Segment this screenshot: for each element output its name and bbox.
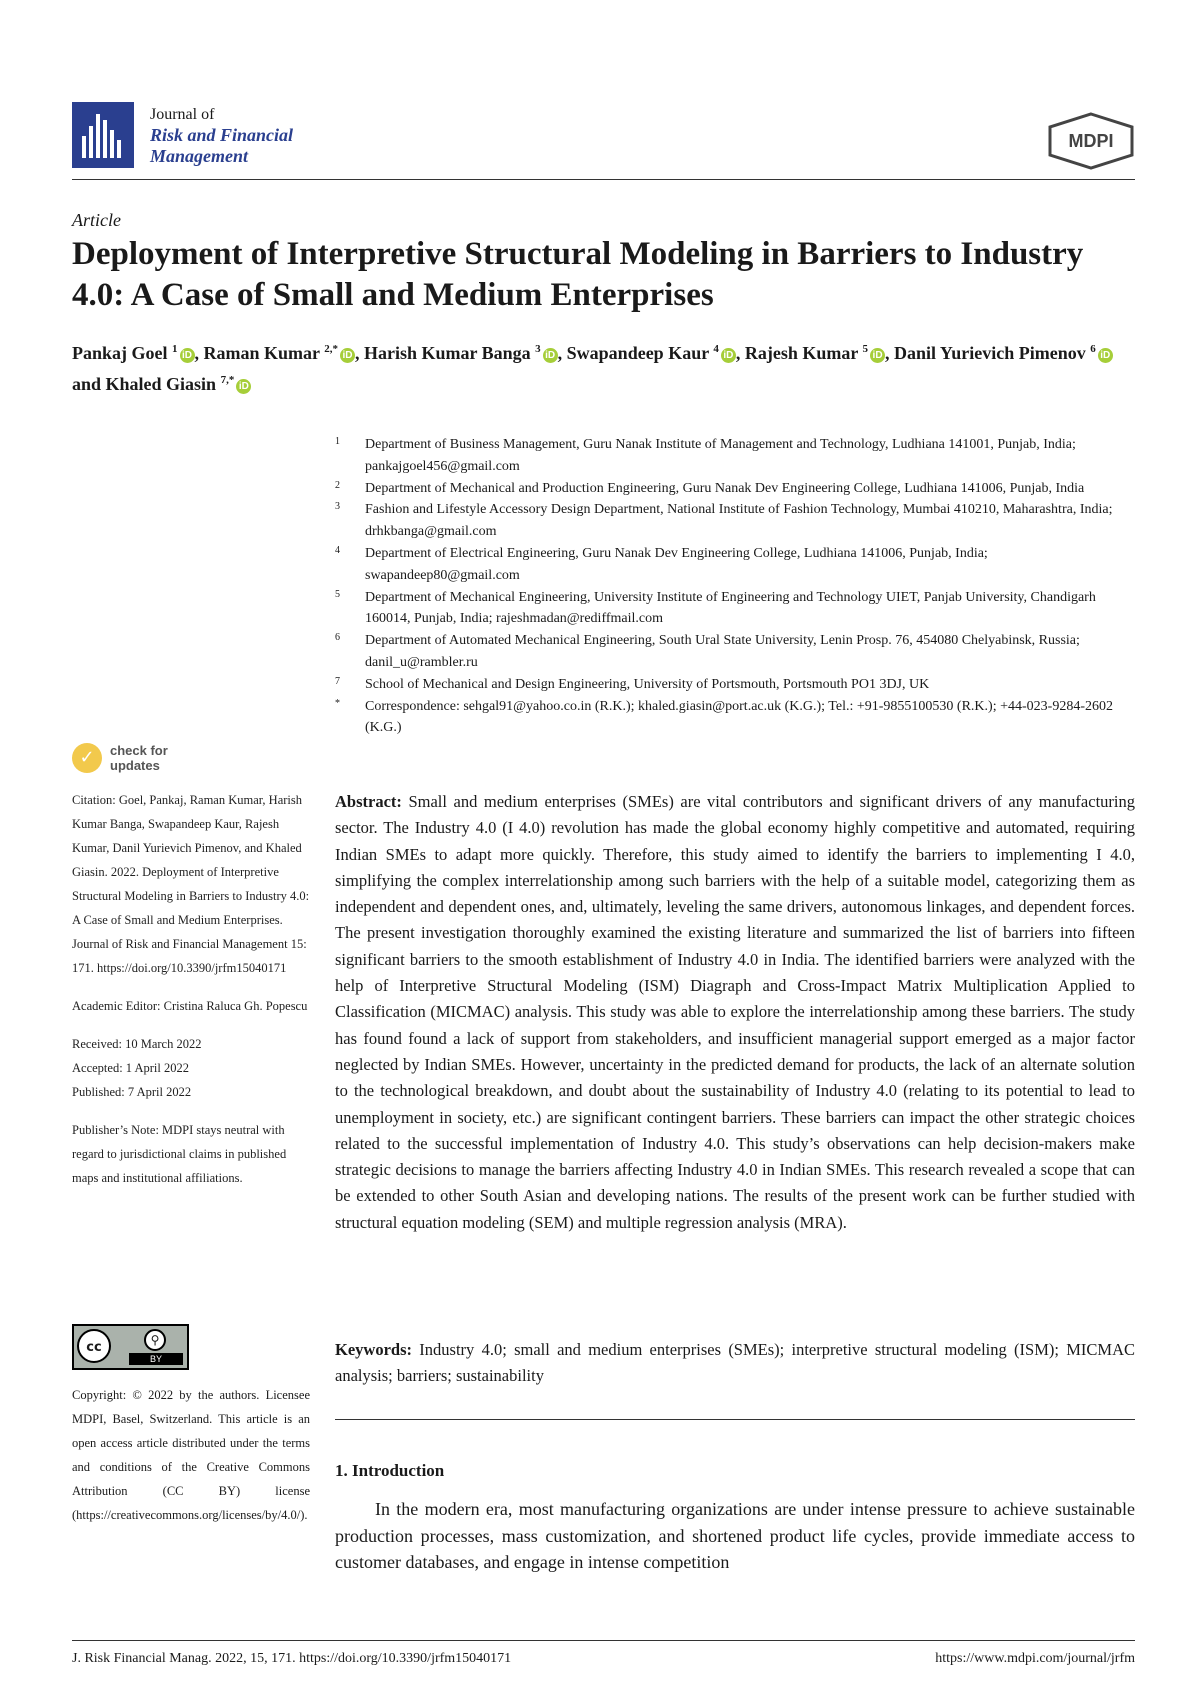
check-updates-icon[interactable]: ✓ [72, 743, 102, 773]
author-name[interactable]: Rajesh Kumar [744, 343, 859, 363]
orcid-icon[interactable]: iD [543, 348, 558, 363]
footer-divider [72, 1640, 1135, 1641]
affiliation-item [335, 434, 1135, 478]
accepted-date: Accepted: 1 April 2022 [72, 1061, 189, 1075]
affiliation-number: 7 [335, 675, 340, 687]
affiliation-number: 1 [335, 436, 340, 447]
mdpi-logo[interactable] [1046, 112, 1136, 170]
author-affiliation-marker: 7,* [220, 374, 235, 386]
affiliation-item [335, 499, 1135, 543]
cc-icon: cc [77, 1329, 111, 1363]
author-name[interactable]: Swapandeep Kaur [566, 343, 709, 363]
check-updates-line2: updates [110, 758, 160, 773]
affiliation-item [335, 587, 1135, 631]
published-date: Published: 7 April 2022 [72, 1085, 192, 1099]
author-name[interactable]: Pankaj Goel [72, 343, 168, 363]
author-separator: , [885, 343, 895, 363]
author-separator: , [194, 343, 204, 363]
keywords [335, 1337, 1135, 1390]
affiliation-item [335, 543, 1135, 587]
author-affiliation-marker: 6 [1090, 343, 1096, 355]
article-title: Deployment of Interpretive Structural Modeling in Barriers to Industry 4.0: A Case of Small and Medium Enterprises [72, 236, 1084, 313]
affiliation-item [335, 630, 1135, 674]
abstract [335, 789, 1135, 1236]
orcid-icon[interactable]: iD [340, 348, 355, 363]
header-divider [72, 179, 1135, 180]
affiliations [335, 434, 1135, 739]
article-type: Article [72, 210, 121, 230]
orcid-icon[interactable]: iD [1098, 348, 1113, 363]
affiliation-number: 6 [335, 632, 340, 644]
orcid-icon[interactable]: iD [721, 348, 736, 363]
citation: Citation: Goel, Pankaj, Raman Kumar, Harish Kumar Banga, Swapandeep Kaur, Rajesh Kumar, Danil Yurievich Pimenov, and Khaled Giasin. 2022. Deployment of Interpretive Structural Modeling in Barriers to Industry 4.0: A Case of Small and Medium Enterprises. Journal of Risk and Financial Management 15: 171. https://doi.org/10.3390/jrfm15040171 [72, 793, 310, 975]
introduction-heading: 1. Introduction [335, 1461, 445, 1480]
affiliation-item [335, 696, 1135, 740]
affiliation-text: Department of Mechanical and Production Engineering, Guru Nanak Dev Engineering College, Ludhiana 141006, Punjab, India [365, 480, 1085, 496]
author-name[interactable]: Raman Kumar [203, 343, 320, 363]
author-affiliation-marker: 1 [172, 343, 178, 355]
introduction-text: In the modern era, most manufacturing organizations are under intense pressure to achieve sustainable production processes, mass customization, and shortened product life cycles, provide immediate access to customer databases, and engage in intense competition [335, 1499, 1135, 1572]
affiliation-item [335, 674, 1135, 696]
keywords-label: Keywords: [335, 1340, 412, 1359]
orcid-icon[interactable]: iD [870, 348, 885, 363]
affiliation-text: Department of Mechanical Engineering, University Institute of Engineering and Technology UIET, Panjab University, Chandigarh 160014, Punjab, India; rajeshmadan@rediffmail.com [365, 589, 1096, 627]
affiliation-text: Correspondence: sehgal91@yahoo.co.in (R.K.); khaled.giasin@port.ac.uk (K.G.); Tel.: +91-9855100530 (R.K.); +44-023-9284-2602 (K.G.) [365, 698, 1113, 736]
author-affiliation-marker: 5 [862, 343, 869, 355]
affiliation-text: Fashion and Lifestyle Accessory Design Department, National Institute of Fashion Technology, Mumbai 410210, Maharashtra, India; drhkbanga@gmail.com [365, 502, 1113, 540]
affiliation-number: 3 [335, 501, 340, 513]
check-updates-line1: check for [110, 743, 168, 758]
abstract-label: Abstract: [335, 792, 402, 811]
academic-editor: Academic Editor: Cristina Raluca Gh. Popescu [72, 999, 308, 1013]
affiliation-text: School of Mechanical and Design Engineering, University of Portsmouth, Portsmouth PO1 3DJ, UK [365, 676, 930, 692]
mdpi-logo-text: MDPI [1068, 131, 1114, 151]
orcid-icon[interactable]: iD [236, 379, 251, 394]
author-separator: , [735, 343, 745, 363]
author-list [72, 336, 1142, 398]
keywords-text: Industry 4.0; small and medium enterprises (SMEs); interpretive structural modeling (ISM); MICMAC analysis; barriers; sustainability [335, 1340, 1136, 1386]
attribution-icon: ⚲ [144, 1329, 166, 1351]
author-name[interactable]: Harish Kumar Banga [363, 343, 531, 363]
author-affiliation-marker: 2,* [324, 343, 338, 355]
affiliation-number: 5 [335, 588, 340, 600]
author-name[interactable]: Khaled Giasin [105, 374, 217, 394]
footer-journal-url[interactable]: https://www.mdpi.com/journal/jrfm [935, 1651, 1135, 1666]
affiliation-number: * [335, 697, 340, 709]
author-affiliation-marker: 4 [713, 343, 719, 355]
author-separator: , [354, 343, 364, 363]
journal-name[interactable] [150, 104, 293, 167]
sidebar [72, 788, 310, 1204]
author-name[interactable]: Danil Yurievich Pimenov [894, 343, 1086, 363]
journal-name-line2: Management [150, 146, 249, 166]
affiliation-text: Department of Business Management, Guru Nanak Institute of Management and Technology, Ludhiana 141001, Punjab, India; pankajgoel456@gmail.com [365, 437, 1076, 474]
orcid-icon[interactable]: iD [180, 348, 195, 363]
author-affiliation-marker: 3 [535, 343, 541, 355]
journal-name-line1: Risk and Financial [150, 125, 294, 145]
author-separator: , [557, 343, 567, 363]
cc-by-license-badge[interactable] [72, 1324, 189, 1370]
affiliation-text: Department of Electrical Engineering, Guru Nanak Dev Engineering College, Ludhiana 141006, Punjab, India; swapandeep80@gmail.com [365, 545, 988, 583]
affiliation-number: 4 [335, 544, 340, 556]
check-updates-link[interactable] [110, 743, 168, 773]
section-divider [335, 1419, 1135, 1420]
received-date: Received: 10 March 2022 [72, 1037, 202, 1051]
abstract-text: Small and medium enterprises (SMEs) are vital contributors and significant drivers of any manufacturing sector. The Industry 4.0 (I 4.0) revolution has made the global economy highly competitive and automated, requiring Indian SMEs to adapt more quickly. Therefore, this study aimed to identify the barriers to implementing I 4.0, simplifying the complex interrelationship among such barriers with the help of a suitable model, categorizing them as independent and dependent ones, and, ultimately, leveling the same drivers, autonomous linkages, and dependent forces. The present investigation thoroughly examined the existing literature and summarized the list of barriers into fifteen significant barriers to the smooth establishment of Industry 4.0 in India. The identified barriers were analyzed with the help of Interpretive Structural Modeling (ISM) Diagraph and Cross-Impact Matrix Multiplication Applied to Classification (MICMAC) analysis. This study was able to explore the interrelationship among these barriers. The study has found found a lack of support from stakeholders, and insufficient managerial support emerged as a major factor neglected by Indian SMEs. However, uncertainty in the predicted demand for products, the lack of an alternate solution to the technological breakdown, and doubt about the sustainability of Industry 4.0 (relating to its potential to lead to unemployment in society, etc.) are significant contingent barriers. These barriers can impact the other strategic choices related to the successful implementation of Industry 4.0. This study’s observations can help decision-makers make strategic decisions to manage the barriers affecting Industry 4.0 in Indian SMEs. This research revealed a scope that can be extended to other South Asian and developing nations. The results of the present work can be further studied with structural equation modeling (SEM) and multiple regression analysis (MRA). [335, 792, 1135, 1232]
affiliation-item [335, 478, 1135, 500]
affiliation-text: Department of Automated Mechanical Engineering, South Ural State University, Lenin Prosp. 76, 454080 Chelyabinsk, Russia; danil_u@rambler.ru [365, 633, 1080, 670]
affiliation-number: 2 [335, 479, 340, 491]
journal-of-label: Journal of [150, 106, 215, 123]
author-separator: and [72, 374, 106, 394]
by-label: BY [129, 1353, 183, 1365]
copyright-notice: Copyright: © 2022 by the authors. Licensee MDPI, Basel, Switzerland. This article is an open access article distributed under the terms and conditions of the Creative Commons Attribution (CC BY) license (https://creativecommons.org/licenses/by/4.0/). [72, 1388, 310, 1522]
footer-citation[interactable]: J. Risk Financial Manag. 2022, 15, 171. https://doi.org/10.3390/jrfm15040171 [72, 1651, 512, 1666]
journal-logo [72, 102, 134, 168]
publisher-note: Publisher’s Note: MDPI stays neutral with regard to jurisdictional claims in published maps and institutional affiliations. [72, 1123, 287, 1185]
